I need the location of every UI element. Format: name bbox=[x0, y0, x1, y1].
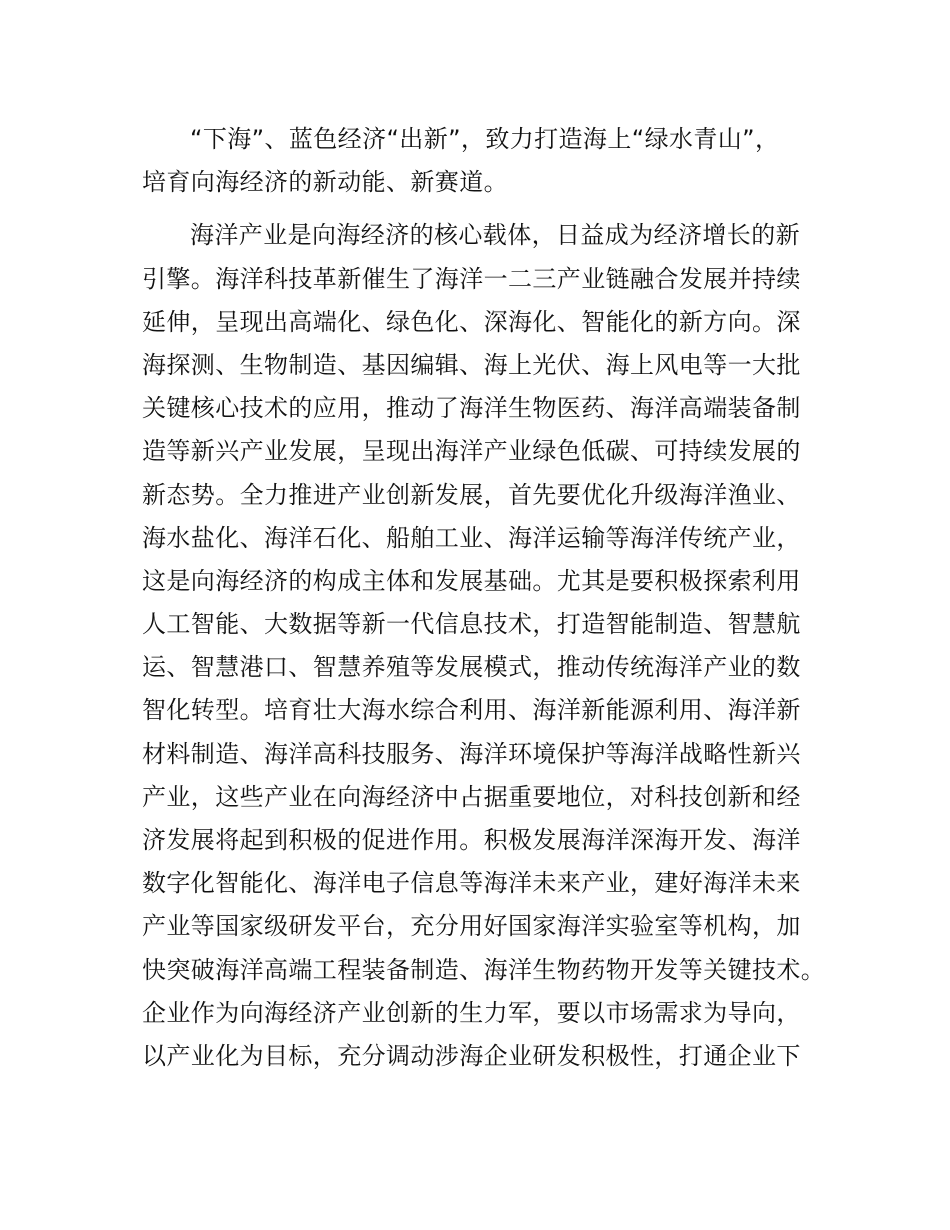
document-body bbox=[142, 118, 832, 1078]
paragraph-line: 产业，这些产业在向海经济中占据重要地位，对科技创新和经 bbox=[142, 782, 801, 811]
paragraph-line: 新态势。全力推进产业创新发展，首先要优化升级海洋渔业、 bbox=[142, 480, 801, 509]
paragraph-line: 产业等国家级研发平台，充分用好国家海洋实验室等机构，加 bbox=[142, 912, 801, 941]
paragraph-line: 延伸，呈现出高端化、绿色化、深海化、智能化的新方向。深 bbox=[142, 307, 801, 336]
paragraph-1 bbox=[142, 118, 832, 204]
paragraph-line: “下海”、蓝色经济“出新”，致力打造海上“绿水青山”， bbox=[190, 125, 780, 153]
paragraph-line: 关键核心技术的应用，推动了海洋生物医药、海洋高端装备制 bbox=[142, 394, 801, 423]
paragraph-line: 海探测、生物制造、基因编辑、海上光伏、海上风电等一大批 bbox=[142, 350, 801, 379]
paragraph-line: 快突破海洋高端工程装备制造、海洋生物药物开发等关键技术。 bbox=[142, 955, 826, 984]
paragraph-line: 企业作为向海经济产业创新的生力军，要以市场需求为导向， bbox=[142, 998, 801, 1027]
paragraph-line: 这是向海经济的构成主体和发展基础。尤其是要积极探索利用 bbox=[142, 566, 801, 595]
paragraph-line: 引擎。海洋科技革新催生了海洋一二三产业链融合发展并持续 bbox=[142, 264, 801, 293]
paragraph-line: 海洋产业是向海经济的核心载体，日益成为经济增长的新 bbox=[190, 221, 800, 250]
paragraph-2 bbox=[142, 214, 832, 1078]
paragraph-line: 运、智慧港口、智慧养殖等发展模式，推动传统海洋产业的数 bbox=[142, 653, 801, 682]
paragraph-line: 智化转型。培育壮大海水综合利用、海洋新能源利用、海洋新 bbox=[142, 696, 801, 725]
paragraph-line: 海水盐化、海洋石化、船舶工业、海洋运输等海洋传统产业， bbox=[142, 523, 801, 552]
paragraph-line: 以产业化为目标，充分调动涉海企业研发积极性，打通企业下 bbox=[142, 1041, 801, 1070]
paragraph-line: 培育向海经济的新动能、新赛道。 bbox=[142, 168, 508, 197]
paragraph-line: 人工智能、大数据等新一代信息技术，打造智能制造、智慧航 bbox=[142, 610, 801, 639]
paragraph-line: 材料制造、海洋高科技服务、海洋环境保护等海洋战略性新兴 bbox=[142, 739, 801, 768]
paragraph-line: 数字化智能化、海洋电子信息等海洋未来产业，建好海洋未来 bbox=[142, 869, 801, 898]
paragraph-line: 造等新兴产业发展，呈现出海洋产业绿色低碳、可持续发展的 bbox=[142, 437, 801, 466]
paragraph-spacer bbox=[142, 204, 832, 214]
paragraph-line: 济发展将起到积极的促进作用。积极发展海洋深海开发、海洋 bbox=[142, 826, 801, 854]
